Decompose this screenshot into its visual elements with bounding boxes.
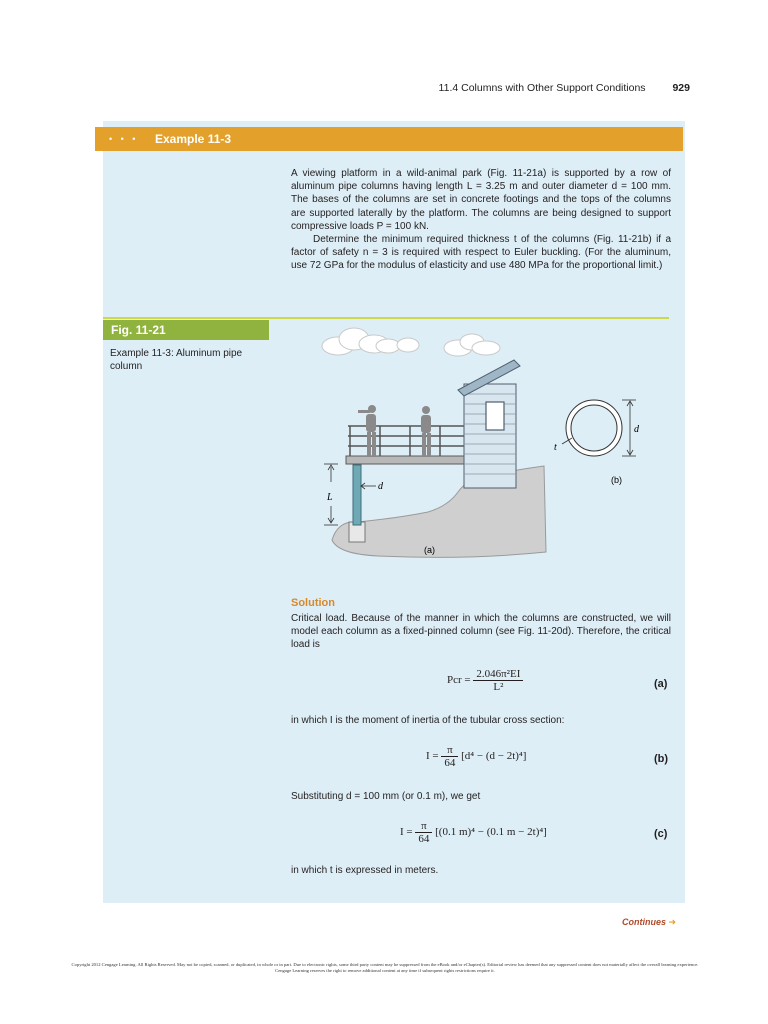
shed (458, 360, 520, 488)
problem-paragraph-1: A viewing platform in a wild-animal park (Fig. 11-21a) is supported by a row of aluminum pipe columns having length L = 3.25 m and outer diameter d = 100 mm. The bases of the columns are set in concrete footings and the tops of the columns are supported laterally by the platform. The columns are being designed to support compressive loads P = 100 kN. (291, 168, 671, 232)
solution-text-2: in which I is the moment of inertia of the tubular cross section: (291, 715, 565, 726)
pipe-cross-section (562, 400, 636, 456)
bullet-dots-icon: • • • (109, 134, 139, 144)
part-a-label: (a) (424, 545, 435, 555)
section-title: 11.4 Columns with Other Support Conditions (438, 82, 646, 94)
problem-statement (291, 167, 671, 273)
pipe-column (353, 465, 361, 525)
arrow-right-icon: ➜ (668, 917, 677, 927)
figure-divider (103, 317, 669, 319)
solution-heading: Solution (291, 597, 335, 609)
equation-c-numerator: π (415, 820, 432, 833)
equation-a-label: (a) (654, 678, 668, 690)
part-b-label: (b) (611, 475, 622, 485)
cloud-icon (322, 328, 419, 355)
copyright-notice: Copyright 2012 Cengage Learning. All Rights Reserved. May not be copied, scanned, or duplicated, in whole or in part. Due to electronic rights, some third party content may be suppressed from the eBook and/or eChapter(s). Editorial review has deemed that any suppressed content does not materially affect the overall learning experience. Cengage Learning reserves the right to remove additional content at any time if subsequent rights restrictions require it. (71, 962, 699, 973)
equation-c-lhs: I = (400, 826, 413, 839)
dimension-L-label: L (327, 492, 333, 503)
solution-text-3: Substituting d = 100 mm (or 0.1 m), we get (291, 791, 481, 802)
equation-c-denominator: 64 (418, 833, 430, 845)
figure-label-bar (103, 320, 269, 340)
example-title: Example 11-3 (155, 132, 232, 146)
continues-label: Continues (622, 917, 666, 927)
equation-b-rhs: [d⁴ − (d − 2t)⁴] (461, 750, 527, 763)
running-head (0, 82, 690, 94)
equation-a-lhs: Pcr = (447, 674, 471, 687)
railing (348, 426, 466, 456)
continues-link[interactable] (622, 917, 676, 928)
example-header-bar (95, 127, 683, 151)
page-number: 929 (672, 82, 690, 94)
equation-b-lhs: I = (426, 750, 439, 763)
equation-b-label: (b) (654, 753, 669, 765)
dimension-d-label-b: d (634, 424, 639, 435)
dimension-t-label: t (554, 442, 557, 453)
figure-label: Fig. 11-21 (111, 323, 166, 337)
equation-b (426, 744, 526, 769)
equation-b-denominator: 64 (444, 757, 456, 769)
equation-c-label: (c) (654, 828, 668, 840)
equation-c (400, 820, 547, 845)
platform-figure (318, 320, 670, 560)
cloud-icon (444, 334, 500, 356)
person-icon (421, 406, 431, 456)
equation-c-rhs: [(0.1 m)⁴ − (0.1 m − 2t)⁴] (435, 826, 547, 839)
solution-text-1: Critical load. Because of the manner in which the columns are constructed, we will model each column as a fixed-pinned column (see Fig. 11-20d). Therefore, the critical load is (291, 613, 671, 651)
equation-a-denominator: L² (493, 681, 504, 693)
equation-b-numerator: π (441, 744, 458, 757)
platform-deck (346, 456, 466, 464)
figure-caption: Example 11-3: Aluminum pipe column (110, 348, 243, 372)
equation-a-numerator: 2.046π²EI (473, 668, 523, 681)
dimension-d-label-a: d (378, 481, 383, 492)
equation-a (447, 668, 523, 693)
solution-text-4: in which t is expressed in meters. (291, 865, 439, 876)
dimension-d-a (361, 483, 376, 489)
problem-paragraph-2: Determine the minimum required thickness t of the columns (Fig. 11-21b) if a factor of safety n = 3 is required with respect to Euler buckling. (For the aluminum, use 72 GPa for the modulus of elasticity and use 480 MPa for the proportional limit.) (291, 234, 671, 272)
person-icon (358, 405, 376, 456)
